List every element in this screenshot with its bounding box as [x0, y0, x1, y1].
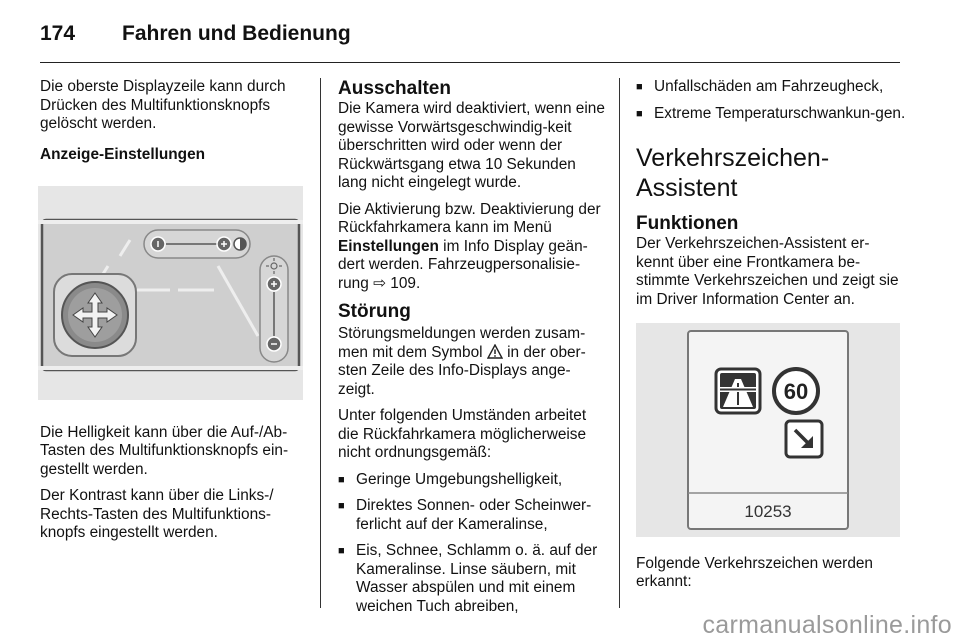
list-item-text: Eis, Schnee, Schlamm o. ä. auf der Kameralinse. Linse säubern, mit Wasser abspülen und mit einem weichen Tuch abreiben, — [356, 542, 598, 615]
warning-triangle-icon — [487, 344, 503, 359]
brightness-paragraph: Die Helligkeit kann über die Auf-/Ab-Tasten des Multifunktionsknopfs ein-gestellt werden. — [40, 423, 289, 478]
list-item-text: Unfallschäden am Fahrzeugheck, — [654, 78, 884, 95]
page-number: 174 — [40, 22, 76, 45]
bullet-mark: ■ — [636, 81, 643, 93]
list-item — [636, 78, 906, 97]
column-divider-2 — [619, 78, 620, 608]
bullet-mark: ■ — [636, 107, 643, 120]
figure-number: 10253 — [744, 502, 792, 521]
list-item — [338, 497, 606, 534]
deactivation-text-1: Die Aktivierung bzw. Deaktivierung der Rückfahrkamera kann im Menü — [338, 200, 601, 236]
list-item-text: Direktes Sonnen- oder Scheinwer-ferlicht auf der Kameralinse, — [356, 497, 592, 533]
traffic-sign-display-illustration — [636, 323, 900, 537]
list-item — [338, 542, 606, 616]
conditions-intro: Unter folgenden Umständen arbeitet die Rückfahrkamera möglicherweise nicht ordnungsgemäß: — [338, 407, 587, 461]
settings-menu-label: Einstellungen — [338, 237, 439, 255]
bullet-mark: ■ — [338, 500, 345, 512]
functions-paragraph: Der Verkehrszeichen-Assistent er-kennt über eine Frontkamera be-stimmte Verkehrszeichen und zeigt sie im Driver Information Center an. — [636, 235, 899, 308]
functions-heading: Funktionen — [636, 213, 739, 234]
page-header — [40, 14, 900, 63]
chapter-title: Fahren und Bedienung — [122, 22, 351, 45]
column-2 — [338, 78, 606, 624]
fault-text-2: in der ober-sten Zeile des Info-Displays ange-zeigt. — [338, 343, 586, 398]
fault-paragraph — [338, 325, 606, 399]
contrast-slider — [260, 256, 288, 362]
column-3 — [636, 78, 906, 600]
off-paragraph: Die Kamera wird deaktiviert, wenn eine gewisse Vorwärtsgeschwindig-keit überschritten wird oder wenn der Rückwärtsgang etwa 10 Sekunden lang nicht eingelegt wurde. — [338, 100, 605, 191]
fault-heading: Störung — [338, 301, 411, 322]
fault-text-1: Störungsmeldungen werden zusam-men mit dem Symbol — [338, 325, 586, 361]
deactivation-paragraph — [338, 201, 606, 294]
speed-limit-sign-icon — [774, 369, 818, 413]
multifunction-knob — [54, 274, 136, 356]
list-item-text: Geringe Umgebungshelligkeit, — [356, 470, 563, 488]
bullet-mark: ■ — [338, 473, 345, 486]
section-title: Verkehrszeichen-Assistent — [636, 144, 830, 202]
intro-paragraph: Die oberste Displayzeile kann durch Drücken des Multifunktionsknopfs gelöscht werden. — [40, 78, 286, 132]
following-paragraph: Folgende Verkehrszeichen werden erkannt: — [636, 554, 873, 590]
display-settings-illustration — [38, 186, 303, 400]
contrast-paragraph: Der Kontrast kann über die Links-/ Rechts-Tasten des Multifunktions-knopfs eingestellt werden. — [40, 487, 274, 541]
brightness-slider — [144, 230, 250, 258]
display-settings-heading: Anzeige-Einstellungen — [40, 145, 206, 163]
bullet-mark: ■ — [338, 545, 345, 557]
deactivation-text-2: im Info Display geän-dert werden. Fahrzeugpersonalisie-rung — [338, 237, 588, 292]
motorway-sign-icon — [716, 369, 760, 413]
off-heading: Ausschalten — [338, 78, 451, 99]
arrow-sign-icon — [786, 421, 822, 457]
page-reference[interactable]: 109. — [386, 274, 421, 292]
list-item — [636, 105, 906, 124]
column-1 — [40, 78, 305, 551]
list-item-text: Extreme Temperaturschwankun-gen. — [654, 104, 906, 122]
speed-limit-value: 60 — [783, 379, 809, 404]
page-ref-arrow-icon: ⇨ — [373, 274, 386, 292]
list-item — [338, 471, 606, 490]
watermark: carmanualsonline.info — [702, 611, 952, 639]
column-divider-1 — [320, 78, 321, 608]
